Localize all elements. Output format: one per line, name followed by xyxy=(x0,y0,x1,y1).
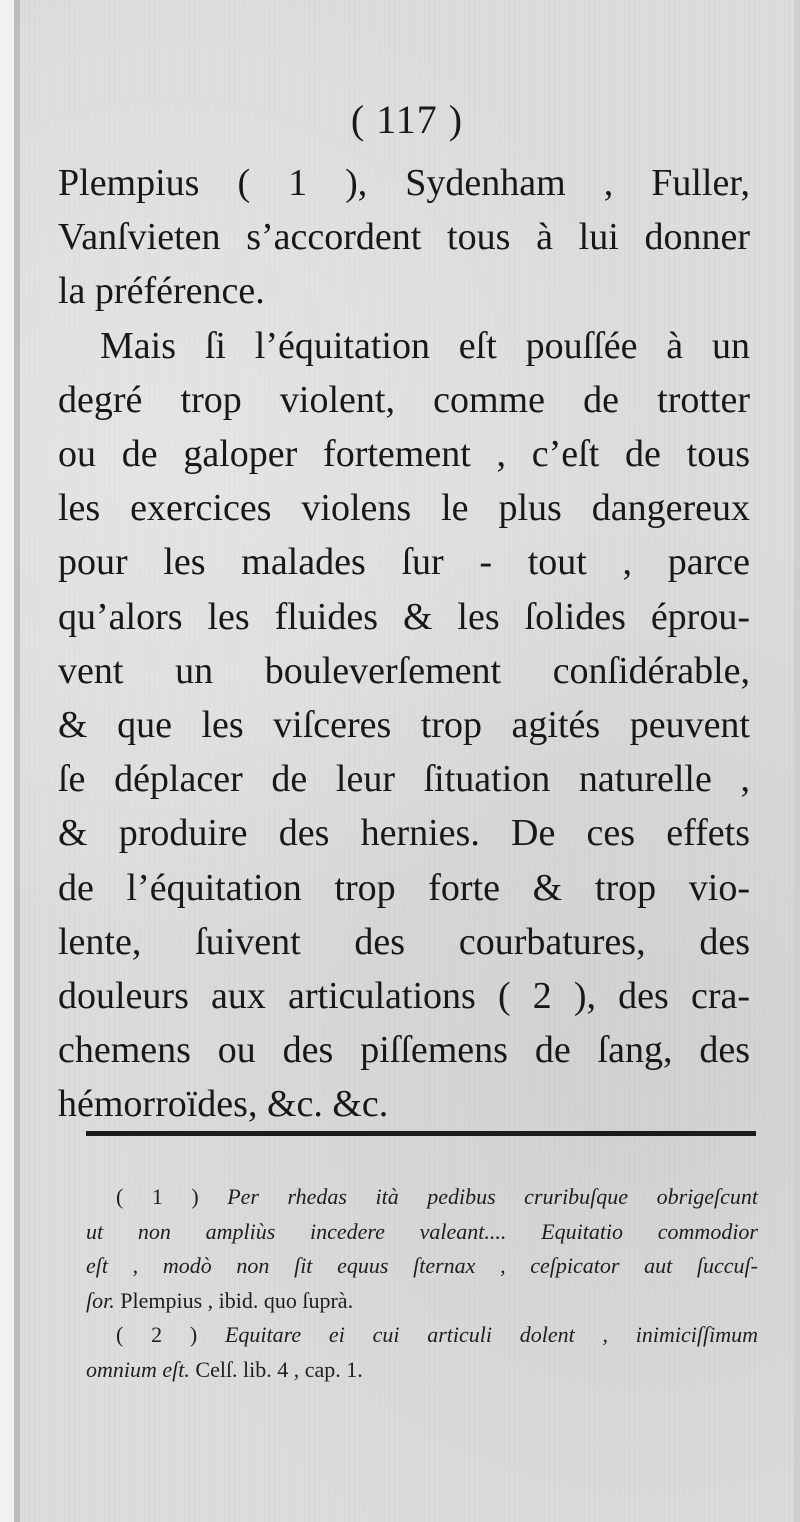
body-line: qu’alors les fluides & les ſolides éprou- xyxy=(58,595,750,638)
body-line: Plempius ( 1 ), Sydenham , Fuller, xyxy=(58,162,750,204)
footnote-2-citation: Celſ. lib. 4 , cap. 1. xyxy=(195,1356,363,1382)
body-line: lente, ſuivent des courbatures, des xyxy=(58,920,750,963)
footnote-2-marker: ( 2 ) xyxy=(116,1322,198,1347)
body-line: de l’équitation trop forte & trop vio- xyxy=(58,866,750,909)
footnote-2-text: Equitare ei cui articuli dolent , inimiciſſimum xyxy=(224,1322,759,1347)
footnote-1-line xyxy=(86,1284,758,1319)
body-line: & que les viſceres trop agités peuvent xyxy=(58,704,750,747)
body-line: ſe déplacer de leur ſituation naturelle , xyxy=(58,758,750,801)
footnotes xyxy=(86,1180,758,1387)
body-line: degré trop violent, comme de trotter xyxy=(58,378,750,421)
page-left-edge xyxy=(14,0,20,1522)
body-line: la préférence. xyxy=(58,270,265,313)
body-line: & produire des hernies. De ces effets xyxy=(58,812,750,855)
footnote-2-line xyxy=(86,1318,758,1353)
body-line: chemens ou des piſſemens de ſang, des xyxy=(58,1029,750,1072)
page-right-edge xyxy=(794,0,800,1522)
footnote-1-citation: Plempius , ibid. quo ſuprà. xyxy=(120,1287,354,1313)
page-number: ( 117 ) xyxy=(350,97,464,142)
body-line: les exercices violens le plus dangereux xyxy=(58,487,750,530)
footnote-1-line: eſt , modò non ſit equus ſternax , ceſpicator aut ſuccuſ- xyxy=(86,1253,758,1278)
footnote-2-line xyxy=(86,1353,758,1388)
body-line: vent un bouleverſement conſidérable, xyxy=(58,649,750,692)
footnote-separator-rule xyxy=(86,1131,756,1136)
footnote-1-text: ſor. xyxy=(86,1287,115,1313)
body-line: pour les malades ſur - tout , parce xyxy=(58,541,750,584)
body-line: ou de galoper fortement , c’eſt de tous xyxy=(58,433,750,476)
footnote-2-text: omnium eſt. xyxy=(86,1356,190,1382)
footnote-1-line: ut non ampliùs incedere valeant.... Equitatio commodior xyxy=(86,1218,758,1244)
body-line: Vanſvieten s’accordent tous à lui donner xyxy=(58,216,750,259)
body-line: hémorroïdes, &c. &c. xyxy=(58,1083,389,1126)
footnote-1-marker: ( 1 ) xyxy=(116,1184,199,1209)
body-text xyxy=(58,156,750,1132)
footnote-1-line xyxy=(86,1180,758,1215)
body-line: Mais ſi l’équitation eſt pouſſée à un xyxy=(100,324,750,367)
footnote-1-text: Per rhedas ità pedibus cruribuſque obrigeſcunt xyxy=(227,1184,758,1209)
body-line: douleurs aux articulations ( 2 ), des cra- xyxy=(58,975,750,1018)
